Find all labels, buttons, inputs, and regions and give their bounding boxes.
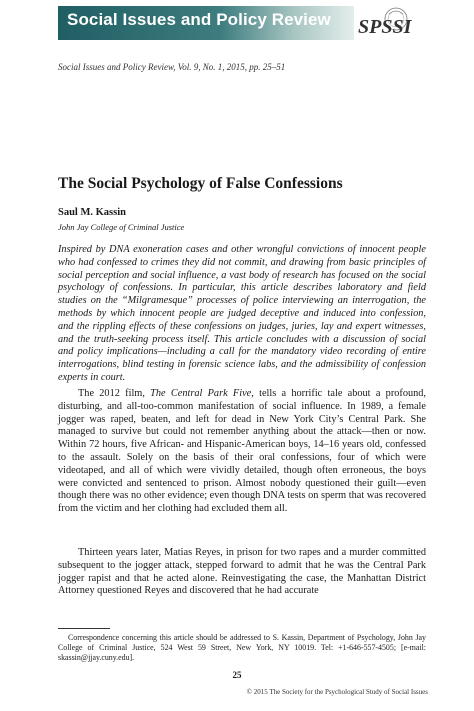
body-paragraph-1-start: The 2012 film, — [78, 388, 151, 399]
spssi-logo-text: SPSSI — [358, 16, 412, 38]
author-affiliation: John Jay College of Criminal Justice — [58, 222, 185, 232]
copyright-notice: © 2015 The Society for the Psychological Study of Social Issues — [246, 688, 428, 696]
correspondence-footnote: Correspondence concerning this article should be addressed to S. Kassin, Department of Psychology, John Jay College of Criminal Justice, 524 West 59 Street, New York, NY 10019. Tel: +1-646-557-4505; [e-mail: skassin@jjay.cuny.edu]. — [58, 633, 426, 663]
journal-banner-title: Social Issues and Policy Review — [67, 10, 331, 29]
article-title: The Social Psychology of False Confessions — [58, 175, 343, 192]
abstract: Inspired by DNA exoneration cases and other wrongful convictions of innocent people who had confessed to crimes they did not commit, and drawing from basic principles of social perception and social influence, a vast body of research has focused on the social psychology of confessions. In particular, this article describes laboratory and field studies on the “Milgramesque” processes of police interviewing an interrogation, the methods by which innocent people are judged deceptive and induced into confession, and the rippling effects of these confessions on judges, juries, lay and expert witnesses, and the truth-seeking process itself. This article concludes with a discussion of social and policy implications—including a call for the mandatory video recording of entire interrogations, blind testing in forensic science labs, and the admissibility of confession experts in court. — [58, 244, 426, 383]
journal-banner — [58, 6, 354, 40]
spssi-logo-icon — [356, 5, 412, 43]
journal-citation: Social Issues and Policy Review, Vol. 9, No. 1, 2015, pp. 25–51 — [58, 62, 286, 72]
footnote-divider — [58, 628, 110, 629]
page-number: 25 — [232, 670, 242, 680]
body-paragraph-1-rest: , tells a horrific tale about a profound, disturbing, and all-too-common manifestation of social influence. In 1989, a female jogger was raped, beaten, and left for dead in New York City’s Central Park. She managed to survive but could not remember anything about the attack—then or now. Within 72 hours, five African- and Hispanic-American boys, 14–16 years old, confessed to the assault. Solely on the basis of their oral confessions, four of which were videotaped, and all of which were vividly detailed, though often erroneous, the boys were convicted and sentenced to prison. Almost nobody questioned their guilt—even though there was no other evidence; even though DNA tests on sperm that was recovered from the victim and her clothing had excluded them all. — [58, 388, 426, 515]
body-paragraph-2: Thirteen years later, Matias Reyes, in prison for two rapes and a murder committed subsequent to the jogger attack, stepped forward to admit that he was the Central Park jogger rapist and that he acted alone. Reinvestigating the case, the Manhattan District Attorney questioned Reyes and discovered that he had accurate — [58, 547, 426, 597]
author-name: Saul M. Kassin — [58, 207, 126, 218]
film-title: The Central Park Five — [150, 388, 252, 399]
body-paragraph-1 — [58, 388, 426, 516]
